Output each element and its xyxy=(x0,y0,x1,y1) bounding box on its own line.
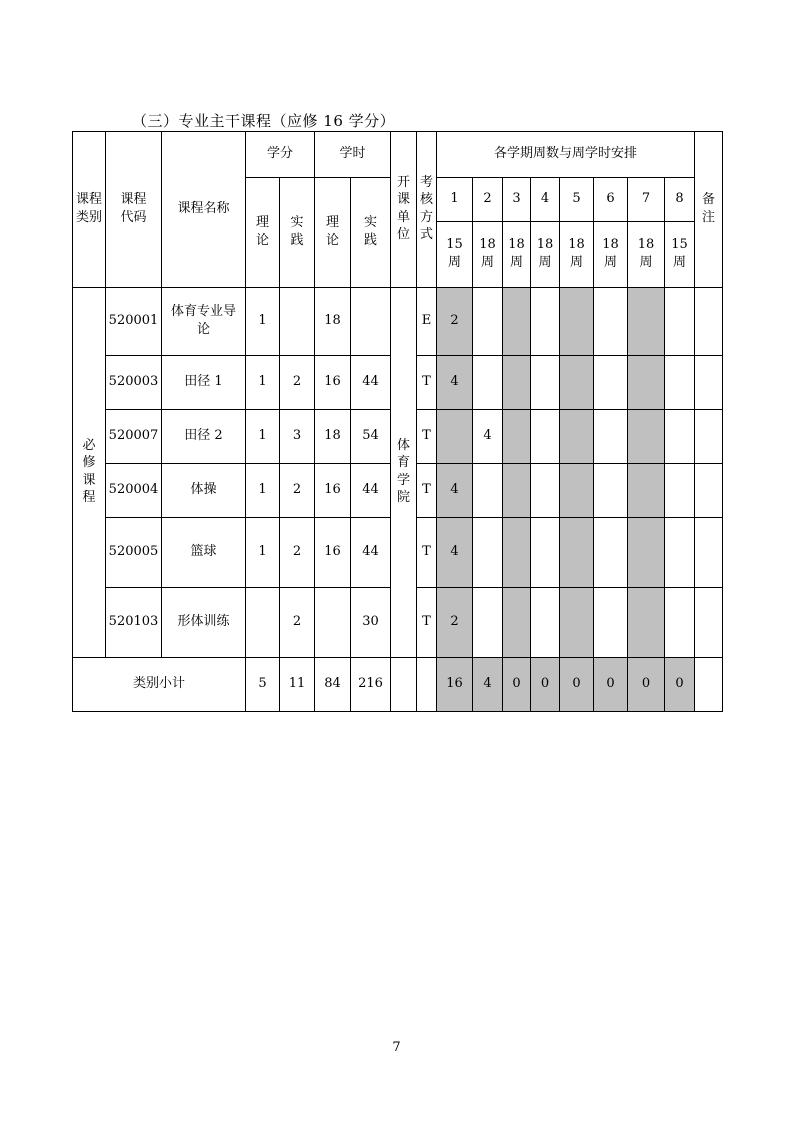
term-hours-cell xyxy=(560,464,594,518)
term-hours-cell xyxy=(503,410,531,464)
term-hours-cell xyxy=(594,410,628,464)
credit-theory-cell: 1 xyxy=(246,464,280,518)
hours-practice-cell xyxy=(351,288,391,356)
hours-theory-cell: 16 xyxy=(315,464,351,518)
term-hours-cell xyxy=(665,464,695,518)
exam-type-cell: T xyxy=(417,464,437,518)
exam-type-cell: E xyxy=(417,288,437,356)
weeks-header: 18 周 xyxy=(594,222,628,288)
course-name-cell xyxy=(162,464,246,518)
weeks-header: 18 周 xyxy=(473,222,503,288)
term-hours-cell xyxy=(560,356,594,410)
subtotal-hours-theory: 84 xyxy=(315,658,351,712)
weeks-header: 15 周 xyxy=(437,222,473,288)
course-table xyxy=(72,131,723,712)
term-hours-cell xyxy=(560,288,594,356)
subtotal-term-cell: 4 xyxy=(473,658,503,712)
term-hours-cell xyxy=(503,518,531,588)
subtotal-hours-practice: 216 xyxy=(351,658,391,712)
hours-practice-cell: 54 xyxy=(351,410,391,464)
subtotal-term-cell: 0 xyxy=(594,658,628,712)
term-hours-cell xyxy=(665,356,695,410)
remark-cell xyxy=(695,518,723,588)
term-hours-cell xyxy=(531,464,560,518)
term-hours-cell: 2 xyxy=(437,588,473,658)
credit-practice-cell: 3 xyxy=(280,410,315,464)
dept-cell xyxy=(391,288,417,658)
name-header: 课程名称 xyxy=(162,132,246,288)
credit-practice-cell: 2 xyxy=(280,518,315,588)
term-hours-cell xyxy=(560,410,594,464)
remark-cell xyxy=(695,288,723,356)
weeks-header: 15 周 xyxy=(665,222,695,288)
course-name-text: 形体训练 xyxy=(177,614,230,630)
term-hours-cell xyxy=(473,288,503,356)
term-hours-cell xyxy=(594,518,628,588)
exam-header: 考 核 方 式 xyxy=(417,132,437,288)
term-header: 3 xyxy=(503,178,531,222)
remark-cell xyxy=(695,356,723,410)
hours-practice-cell: 44 xyxy=(351,356,391,410)
course-code-cell: 520003 xyxy=(106,356,162,410)
subtotal-exam xyxy=(417,658,437,712)
term-hours-cell xyxy=(503,356,531,410)
code-header: 课程 代码 xyxy=(106,132,162,288)
credit-theory-cell: 1 xyxy=(246,356,280,410)
credit-practice-cell: 2 xyxy=(280,356,315,410)
term-hours-cell: 4 xyxy=(437,518,473,588)
course-name-cell xyxy=(162,410,246,464)
hours-theory-header: 理 论 xyxy=(315,178,351,288)
credit-practice-cell: 2 xyxy=(280,464,315,518)
term-hours-cell: 2 xyxy=(437,288,473,356)
category-cell-text: 必 修 课 程 xyxy=(82,437,96,506)
subtotal-term-cell: 0 xyxy=(503,658,531,712)
subtotal-credit-practice: 11 xyxy=(280,658,315,712)
term-header: 5 xyxy=(560,178,594,222)
remark-cell xyxy=(695,464,723,518)
term-hours-cell xyxy=(665,518,695,588)
term-hours-cell xyxy=(665,410,695,464)
term-header: 7 xyxy=(628,178,665,222)
term-hours-cell xyxy=(560,518,594,588)
table-body xyxy=(73,132,723,712)
subtotal-term-cell: 0 xyxy=(628,658,665,712)
term-hours-cell xyxy=(628,588,665,658)
course-code-cell: 520004 xyxy=(106,464,162,518)
exam-type-cell: T xyxy=(417,356,437,410)
hours-practice-cell: 44 xyxy=(351,464,391,518)
credit-practice-header: 实 践 xyxy=(280,178,315,288)
subtotal-term-cell: 0 xyxy=(560,658,594,712)
term-hours-cell xyxy=(437,410,473,464)
course-code-cell: 520007 xyxy=(106,410,162,464)
remark-header: 备 注 xyxy=(695,132,723,288)
course-code-cell: 520001 xyxy=(106,288,162,356)
term-hours-cell xyxy=(473,518,503,588)
term-hours-cell xyxy=(665,588,695,658)
course-name-text: 田径 2 xyxy=(184,428,223,444)
remark-cell xyxy=(695,410,723,464)
credit-practice-cell: 2 xyxy=(280,588,315,658)
term-header: 8 xyxy=(665,178,695,222)
hours-theory-cell: 18 xyxy=(315,288,351,356)
course-name-text: 体育专业导 论 xyxy=(170,304,236,337)
term-hours-cell xyxy=(594,464,628,518)
subtotal-term-cell: 0 xyxy=(531,658,560,712)
course-name-text: 篮球 xyxy=(190,544,217,560)
dept-header: 开 课 单 位 xyxy=(391,132,417,288)
term-hours-cell xyxy=(628,288,665,356)
hours-header: 学时 xyxy=(315,132,391,178)
course-name-text: 体操 xyxy=(190,482,217,498)
subtotal-row xyxy=(73,658,723,712)
term-hours-cell xyxy=(560,588,594,658)
credit-header: 学分 xyxy=(246,132,315,178)
page-number: 7 xyxy=(392,1040,401,1055)
term-hours-cell xyxy=(473,588,503,658)
hours-practice-cell: 44 xyxy=(351,518,391,588)
course-name-cell xyxy=(162,288,246,356)
category-cell xyxy=(73,288,106,658)
subtotal-credit-theory: 5 xyxy=(246,658,280,712)
hours-theory-cell: 16 xyxy=(315,518,351,588)
remark-cell xyxy=(695,588,723,658)
term-header: 6 xyxy=(594,178,628,222)
hours-theory-cell: 16 xyxy=(315,356,351,410)
exam-type-cell: T xyxy=(417,410,437,464)
course-name-cell xyxy=(162,518,246,588)
hours-practice-header: 实 践 xyxy=(351,178,391,288)
subtotal-dept xyxy=(391,658,417,712)
subtotal-label: 类别小计 xyxy=(73,658,246,712)
weeks-header: 18 周 xyxy=(531,222,560,288)
subtotal-term-cell: 0 xyxy=(665,658,695,712)
course-name-cell xyxy=(162,588,246,658)
exam-type-cell: T xyxy=(417,588,437,658)
term-hours-cell xyxy=(531,288,560,356)
term-hours-cell xyxy=(531,588,560,658)
credit-practice-cell xyxy=(280,288,315,356)
term-hours-cell: 4 xyxy=(473,410,503,464)
subtotal-remark xyxy=(695,658,723,712)
term-hours-cell xyxy=(628,518,665,588)
exam-type-cell: T xyxy=(417,518,437,588)
credit-theory-cell: 1 xyxy=(246,288,280,356)
term-hours-cell xyxy=(594,588,628,658)
dept-cell-text: 体 育 学 院 xyxy=(396,437,410,506)
term-hours-cell xyxy=(503,464,531,518)
table-row xyxy=(73,288,723,356)
course-code-cell: 520005 xyxy=(106,518,162,588)
term-hours-cell xyxy=(503,588,531,658)
credit-theory-header: 理 论 xyxy=(246,178,280,288)
weeks-header: 18 周 xyxy=(503,222,531,288)
course-name-cell xyxy=(162,356,246,410)
term-hours-cell xyxy=(665,288,695,356)
term-header: 4 xyxy=(531,178,560,222)
hours-theory-cell xyxy=(315,588,351,658)
hours-theory-cell: 18 xyxy=(315,410,351,464)
term-hours-cell: 4 xyxy=(437,464,473,518)
term-hours-cell xyxy=(594,356,628,410)
term-hours-cell xyxy=(594,288,628,356)
credit-theory-cell xyxy=(246,588,280,658)
term-hours-cell xyxy=(531,410,560,464)
header-row-1 xyxy=(73,132,723,178)
section-heading: （三）专业主干课程（应修 16 学分） xyxy=(132,112,396,130)
term-header: 2 xyxy=(473,178,503,222)
term-hours-cell xyxy=(628,356,665,410)
schedule-header: 各学期周数与周学时安排 xyxy=(437,132,695,178)
weeks-header: 18 周 xyxy=(628,222,665,288)
course-code-cell: 520103 xyxy=(106,588,162,658)
category-header: 课程 类别 xyxy=(73,132,106,288)
hours-practice-cell: 30 xyxy=(351,588,391,658)
credit-theory-cell: 1 xyxy=(246,518,280,588)
credit-theory-cell: 1 xyxy=(246,410,280,464)
term-hours-cell xyxy=(531,518,560,588)
term-hours-cell xyxy=(531,356,560,410)
course-name-text: 田径 1 xyxy=(184,374,223,390)
term-hours-cell xyxy=(473,464,503,518)
term-hours-cell: 4 xyxy=(437,356,473,410)
term-hours-cell xyxy=(628,464,665,518)
subtotal-term-cell: 16 xyxy=(437,658,473,712)
term-header: 1 xyxy=(437,178,473,222)
term-hours-cell xyxy=(628,410,665,464)
term-hours-cell xyxy=(473,356,503,410)
weeks-header: 18 周 xyxy=(560,222,594,288)
term-hours-cell xyxy=(503,288,531,356)
